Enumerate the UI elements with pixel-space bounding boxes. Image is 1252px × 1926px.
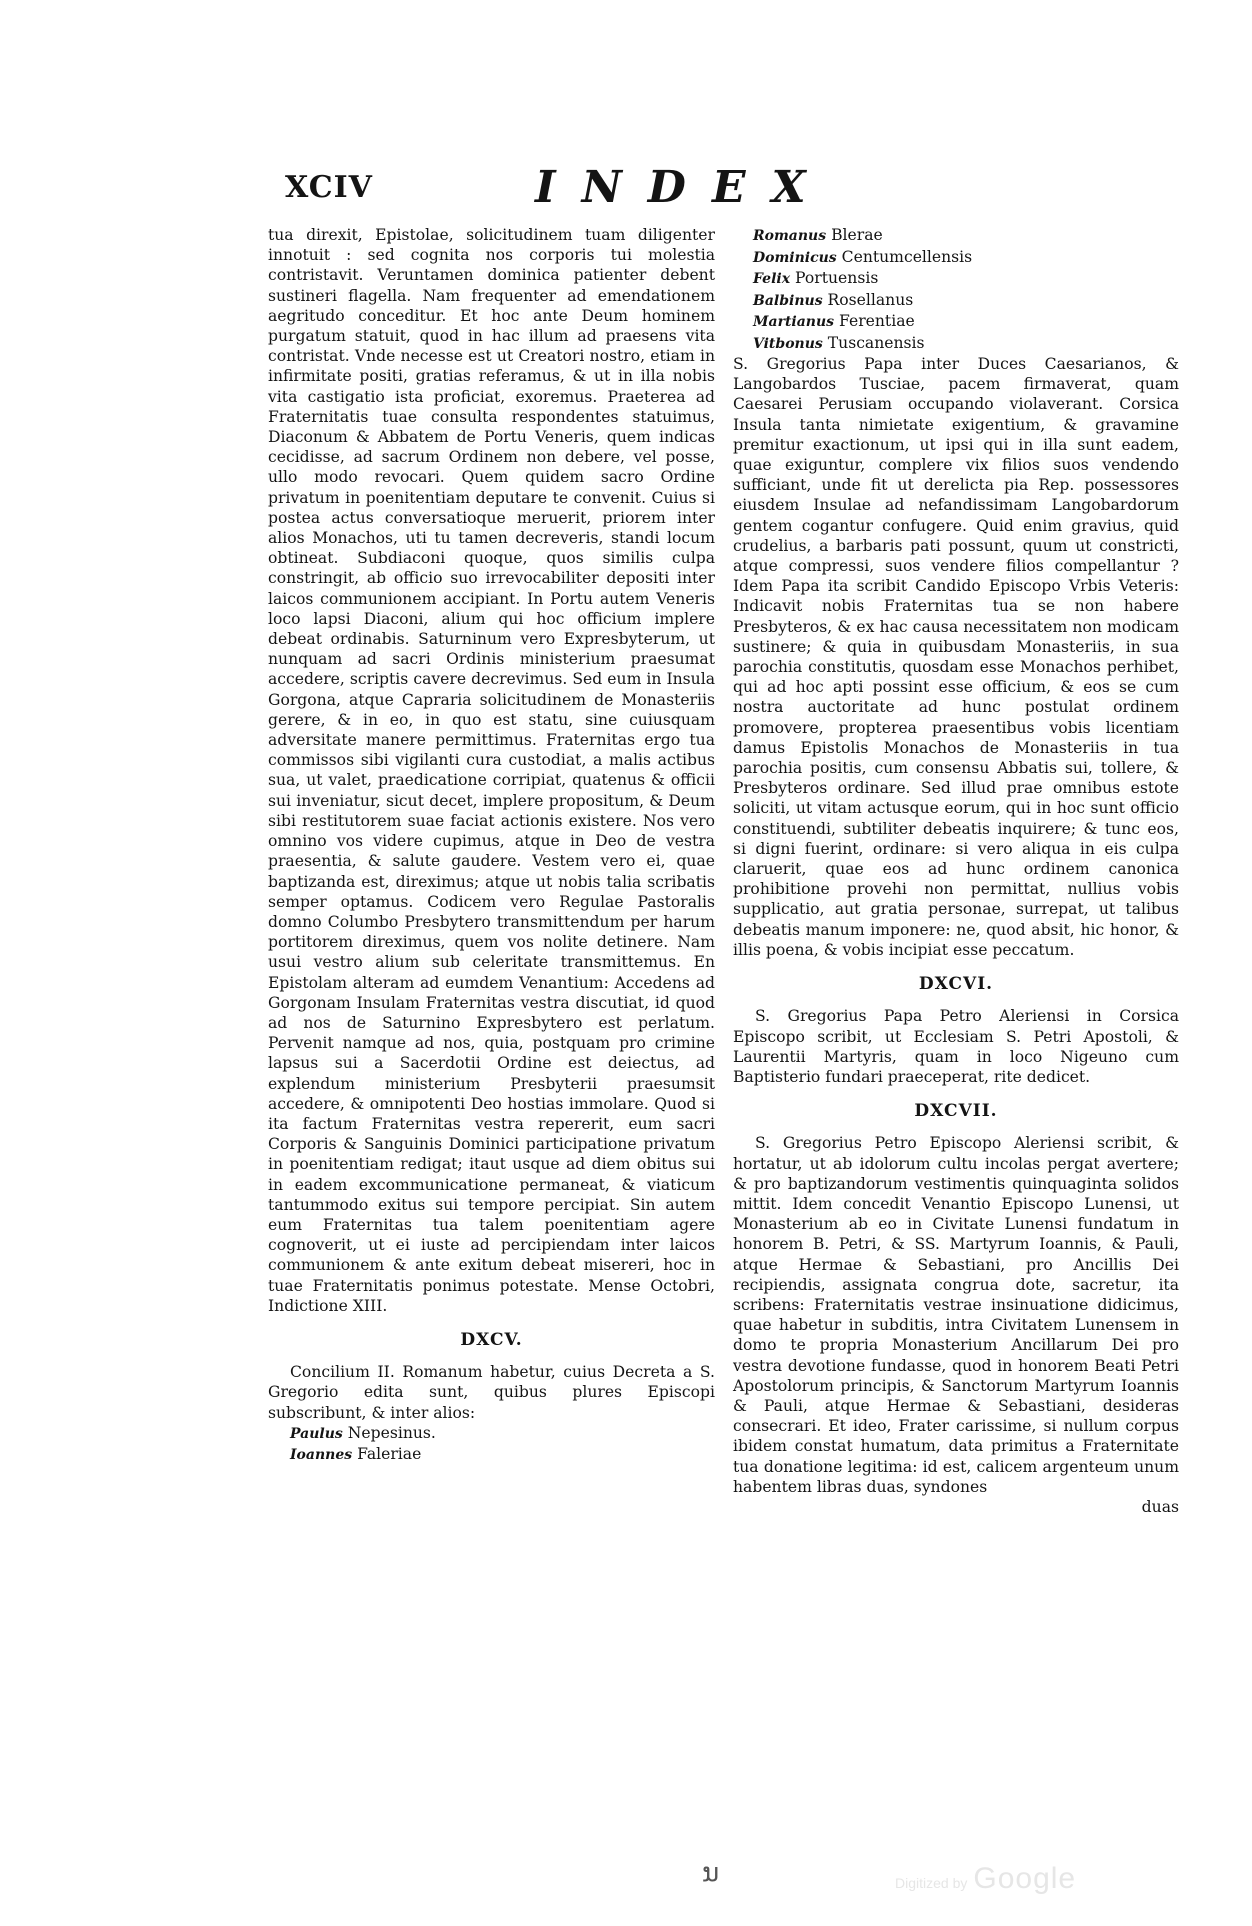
signatory-item: Paulus Nepesinus.: [290, 1423, 436, 1442]
signatory-item: Balbinus Rosellanus: [753, 290, 914, 309]
section-paragraph: Concilium II. Romanum habetur, cuius Decreta a S. Gregorio edita sunt, quibus plures Episcopi subscribunt, & inter alios:: [268, 1363, 715, 1422]
section-heading: DXCV.: [460, 1329, 523, 1350]
catchword: duas: [1141, 1497, 1179, 1516]
section-heading: DXCVI.: [918, 974, 994, 995]
page-number: XCIV: [285, 170, 373, 205]
section-paragraph: S. Gregorius Papa Petro Aleriensi in Corsica Episcopo scribit, ut Ecclesiam S. Petri Apostoli, & Laurentii Martyris, quam in loco Nigeuno cum Baptisterio fundari praeceperat, rite dedicet.: [733, 1007, 1179, 1086]
signatory-item: Ioannes Faleriae: [290, 1445, 422, 1464]
left-column: [268, 225, 715, 1466]
signature-mark: ນ: [702, 1858, 720, 1888]
page-header: [0, 162, 1252, 218]
signatory-list: [733, 225, 1179, 354]
signatory-item: Romanus Blerae: [753, 226, 883, 244]
right-column: [733, 225, 1179, 1517]
section-paragraph: S. Gregorius Petro Episcopo Aleriensi scribit, & hortatur, ut ab idolorum cultu incolas pergat avertere; & pro baptizandorum vestimentis quinquaginta solidos mittit. Idem concedit Venantio Episcopo Lunensi, ut Monasterium ab eo in Civitate Lunensi fundatum in honorem B. Petri, & SS. Martyrum Ioannis, & Pauli, atque Hermae & Sebastiani, pro Ancillis Dei recipiendis, assignata congrua dote, sacretur, ita scribens: Fraternitatis vestrae insinuatione didicimus, quae habetur in subditis, intra Civitatem Lunensem in domo te propria Monasterium Ancillarum Dei pro vestra devotione fundasse, quod in honorem Beati Petri Apostolorum principis, & Sanctorum Martyrum Ioannis & Pauli, atque Hermae & Sebastiani, desideras consecrari. Et ideo, Frater carissime, si nullum corpus ibidem constat humatum, data primitus a Fraternitate tua donatione legitima: id est, calicem argenteum unum habentem libras duas, syndones: [733, 1134, 1179, 1496]
signatory-item: Vitbonus Tuscanensis: [753, 333, 925, 352]
running-head: INDEX: [535, 162, 832, 213]
section-heading: DXCVII.: [914, 1101, 998, 1122]
signatory-item: Felix Portuensis: [753, 269, 879, 287]
signatory-list: [268, 1423, 715, 1466]
signatory-item: Martianus Ferentiae: [753, 312, 915, 330]
digitized-watermark: Digitized by Google: [895, 1862, 1077, 1895]
body-paragraph: tua direxit, Epistolae, solicitudinem tuam diligenter innotuit : sed cognita nos corporis tui molestia contristavit. Veruntamen dominica patienter debent sustineri flagella. Nam frequenter ad emendationem aegritudo conceditur. Et hoc ante Deum hominem purgatum statuit, quod in hac illum ad praesens vita contristat. Vnde necesse est ut Creatori nostro, etiam in infirmitate positi, gratias referamus, & ut in illa nobis vita castigatio ista proficiat, exoremus. Praeterea ad Fraternitatis tuae consulta respondentes statuimus, Diaconum & Abbatem de Portu Veneris, quem indicas cecidisse, ad sacrum Ordinem non debere, vel posse, ullo modo revocari. Quem quidem sacro Ordine privatum in poenitentiam deputare te convenit. Cuius si postea actus conversatioque meruerit, priorem inter alios Monachos, uti tu tamen decreveris, standi locum obtineat. Subdiaconi quoque, quos similis culpa constringit, ab officio suo irrevocabiliter depositi inter laicos communionem accipiant. In Portu autem Veneris loco lapsi Diaconi, alium qui hoc officium implere debeat ordinabis. Saturninum vero Expresbyterum, ut nunquam ad sacri Ordinis ministerium praesumat accedere, scriptis cavere decrevimus. Sed eum in Insula Gorgona, atque Capraria solicitudinem de Monasteriis gerere, & in eo, in quo est statu, sine cuiusquam adversitate manere permittimus. Fraternitas ergo tua commissos sibi vigilanti cura custodiat, a malis actibus sua, ut valet, praedicatione corripiat, quatenus & officii sui inveniatur, sicut decet, implere propositum, & Deum sibi restitutorem suae faciat actionis existere. Nos vero omnino vos videre cupimus, atque in Deo de vestra praesentia, & salute gaudere. Vestem vero ei, quae baptizanda est, direximus; atque ut nobis talia scribatis semper optamus. Codicem vero Regulae Pastoralis domno Columbo Presbytero transmittendum per harum portitorem direximus, quem vos nolite detinere. Nam usui vestro alium sub celeritate transmittemus. En Epistolam alteram ad eumdem Venantium: Accedens ad Gorgonam Insulam Fraternitas vestra discutiat, id quod ad nos de Saturnino Expresbytero est perlatum. Pervenit namque ad nos, quia, postquam pro crimine lapsus sui a Sacerdotii Ordine est deiectus, ad explendum ministerium Presbyterii praesumsit accedere, & omnipotenti Deo hostias immolare. Quod si ita factum Fraternitas vestra repererit, eum sacri Corporis & Sanguinis Dominici participatione privatum in poenitentiam redigat; itaut usque ad diem obitus sui in eadem excommunicatione permaneat, & viaticum tantummodo exitus sui tempore percipiat. Sin autem eum Fraternitas tua talem poenitentiam agere cognoverit, ut ei iuste ad percipiendam inter laicos communionem & ante exitum debeat misereri, hoc in tuae Fraternitatis ponimus potestate. Mense Octobri, Indictione XIII.: [268, 226, 715, 1315]
body-paragraph: S. Gregorius Papa inter Duces Caesarianos, & Langobardos Tusciae, pacem firmaverat, quam Caesarei Perusiam occupando violaverant. Corsica Insula tanta nimietate exigentium, & gravamine premitur exactionum, ut ipsi qui in illa sunt eadem, quae exiguntur, complere vix filios suos vendendo sufficiant, unde fit ut derelicta pia Rep. possessores eiusdem Insulae ad nefandissimam Langobardorum gentem cogantur confugere. Quid enim gravius, quid crudelius, a barbaris pati possunt, quum ut constricti, atque compressi, suos vendere filios compellantur ? Idem Papa ita scribit Candido Episcopo Vrbis Veteris: Indicavit nobis Fraternitas tua se non habere Presbyteros, & ex hac causa necessitatem non modicam sustinere; & quia in quibusdam Monasteriis, in sua parochia constitutis, quosdam esse Monachos perhibet, qui ad hoc apti possint esse officium, & eos se cum nostra auctoritate ad hunc postulat ordinem promovere, propterea praesentibus vobis licentiam damus Epistolis Monachos de Monasteriis in tua parochia positis, cum consensu Abbatis sui, tollere, & Presbyteros ordinare. Sed illud prae omnibus estote soliciti, ut vitam actusque eorum, qui in hoc sunt officio constituendi, subtiliter debeatis inquirere; & tunc eos, si digni fuerint, ordinare: si vero aliqua in eis culpa claruerit, quae eos ad hunc ordinem canonica prohibitione provehi non permittat, nullius vobis supplicatio, aut gratia personae, surrepat, ut talibus debeatis manum imponere: ne, quod absit, hic honor, & illis poena, & vobis incipiat esse peccatum.: [733, 355, 1179, 959]
signatory-item: Dominicus Centumcellensis: [753, 247, 973, 266]
